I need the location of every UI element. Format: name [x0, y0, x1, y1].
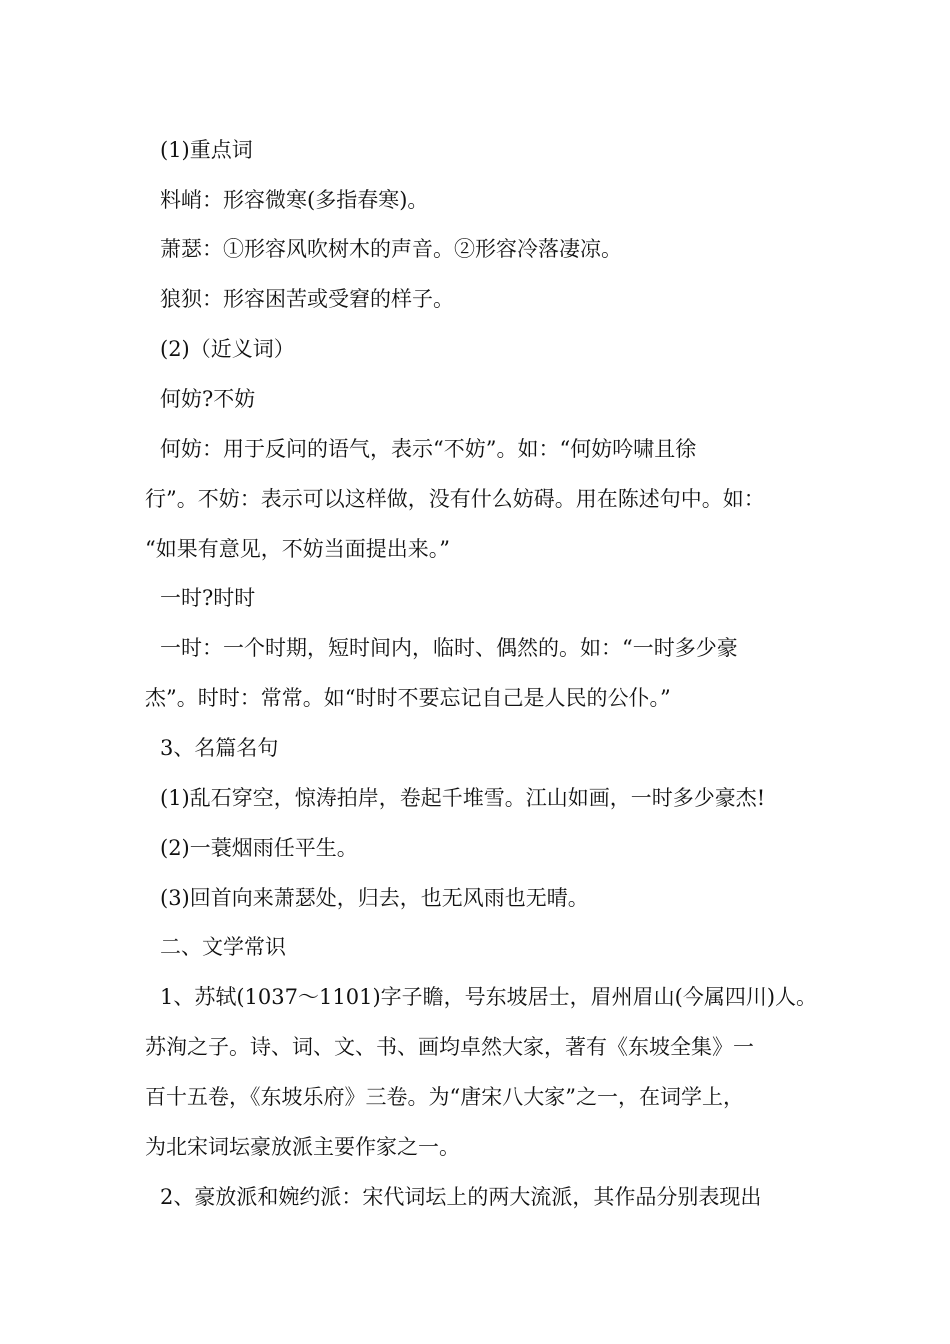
definition-xiaose: 萧瑟：①形容风吹树木的声音。②形容冷落凄凉。 — [160, 237, 622, 261]
paragraph-sushi-line1: 1、苏轼(1037～1101)字子瞻，号东坡居士，眉州眉山(今属四川)人。 — [160, 985, 818, 1009]
paragraph-yishi-line1: 一时：一个时期，短时间内，临时、偶然的。如：“一时多少豪 — [160, 636, 738, 660]
subheading-synonyms: (2)（近义词） — [160, 337, 295, 361]
synonym-pair-hefang-bufang: 何妨?不妨 — [160, 387, 256, 411]
paragraph-sushi-line3: 百十五卷，《东坡乐府》三卷。为“唐宋八大家”之一，在词学上， — [145, 1085, 744, 1109]
section-heading-famous-lines: 3、名篇名句 — [160, 736, 279, 760]
definition-langbei: 狼狈：形容困苦或受窘的样子。 — [160, 287, 454, 311]
paragraph-sushi-line4: 为北宋词坛豪放派主要作家之一。 — [145, 1135, 460, 1159]
paragraph-hefang-line2: 行”。不妨：表示可以这样做，没有什么妨碍。用在陈述句中。如： — [145, 487, 765, 511]
paragraph-hefang-line1: 何妨：用于反问的语气，表示“不妨”。如：“何妨吟啸且徐 — [160, 437, 697, 461]
paragraph-hefang-line3: “如果有意见，不妨当面提出来。” — [145, 537, 450, 561]
famous-line-3: (3)回首向来萧瑟处，归去，也无风雨也无晴。 — [160, 886, 589, 910]
paragraph-sushi-line2: 苏洵之子。诗、词、文、书、画均卓然大家，著有《东坡全集》一 — [145, 1035, 754, 1059]
paragraph-yishi-line2: 杰”。时时：常常。如“时时不要忘记自己是人民的公仆。” — [145, 686, 671, 710]
definition-liaoqiao: 料峭：形容微寒(多指春寒)。 — [160, 188, 429, 212]
paragraph-schools-line1: 2、豪放派和婉约派：宋代词坛上的两大流派，其作品分别表现出 — [160, 1185, 762, 1209]
subheading-key-words: (1)重点词 — [160, 138, 253, 162]
section-heading-literary-knowledge: 二、文学常识 — [160, 935, 286, 959]
famous-line-2: (2)一蓑烟雨任平生。 — [160, 836, 358, 860]
synonym-pair-yishi-shishi: 一时?时时 — [160, 586, 256, 610]
famous-line-1: (1)乱石穿空，惊涛拍岸，卷起千堆雪。江山如画，一时多少豪杰! — [160, 786, 766, 810]
